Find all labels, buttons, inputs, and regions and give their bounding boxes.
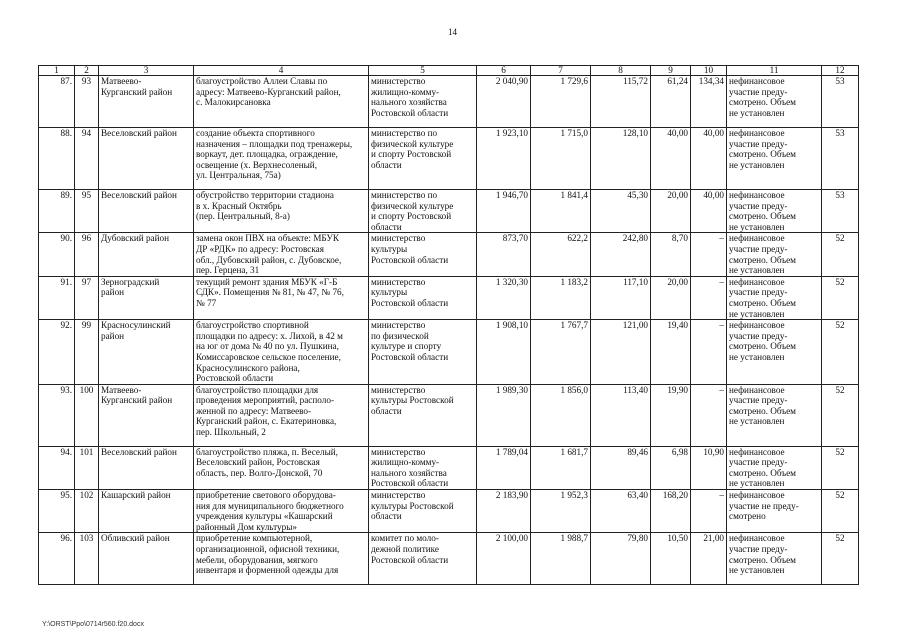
business-funds-cell: – xyxy=(691,384,727,446)
ministry-cell: комитет по моло- дежной политике Ростовской области xyxy=(369,533,477,585)
row-number-cell: 95. xyxy=(39,490,75,533)
footer-file-path: Y:\ORST\Ppo\0714r560.f20.docx xyxy=(42,621,144,628)
population-funds-cell: 61,24 xyxy=(651,76,691,128)
district-cell: Красносулинский район xyxy=(99,320,194,385)
header-cell: 4 xyxy=(194,66,369,76)
score-cell: 52 xyxy=(822,384,859,446)
non-financial-participation-cell: нефинансовое участие не преду- смотрено xyxy=(727,490,822,533)
project-number-cell: 95 xyxy=(75,190,99,233)
local-funds-cell: 63,40 xyxy=(591,490,651,533)
row-number-cell: 94. xyxy=(39,446,75,489)
population-funds-cell: 8,70 xyxy=(651,233,691,276)
regional-funds-cell: 1 988,7 xyxy=(531,533,591,585)
project-description-cell: обустройство территории стадиона в х. Красный Октябрь (пер. Центральный, 8-а) xyxy=(194,190,369,233)
district-cell: Обливский район xyxy=(99,533,194,585)
data-table xyxy=(38,65,859,585)
district-cell: Матвеево- Курганский район xyxy=(99,76,194,128)
header-cell: 5 xyxy=(369,66,477,76)
table-header-row xyxy=(39,66,859,76)
non-financial-participation-cell: нефинансовое участие преду- смотрено. Объем не установлен xyxy=(727,446,822,489)
district-cell: Зерноградский район xyxy=(99,276,194,319)
table-row xyxy=(39,276,859,319)
regional-funds-cell: 1 681,7 xyxy=(531,446,591,489)
business-funds-cell: 134,34 xyxy=(691,76,727,128)
project-number-cell: 103 xyxy=(75,533,99,585)
non-financial-participation-cell: нефинансовое участие преду- смотрено. Объем не установлен xyxy=(727,233,822,276)
district-cell: Дубовский район xyxy=(99,233,194,276)
regional-funds-cell: 1 952,3 xyxy=(531,490,591,533)
header-cell: 2 xyxy=(75,66,99,76)
business-funds-cell: 40,00 xyxy=(691,128,727,190)
row-number-cell: 96. xyxy=(39,533,75,585)
regional-funds-cell: 1 841,4 xyxy=(531,190,591,233)
ministry-cell: министерство культуры Ростовской области xyxy=(369,490,477,533)
row-number-cell: 87. xyxy=(39,76,75,128)
total-cost-cell: 1 923,10 xyxy=(477,128,531,190)
table-row xyxy=(39,190,859,233)
total-cost-cell: 1 946,70 xyxy=(477,190,531,233)
project-number-cell: 100 xyxy=(75,384,99,446)
table-row xyxy=(39,233,859,276)
score-cell: 53 xyxy=(822,76,859,128)
local-funds-cell: 89,46 xyxy=(591,446,651,489)
regional-funds-cell: 1 767,7 xyxy=(531,320,591,385)
district-cell: Веселовский район xyxy=(99,128,194,190)
row-number-cell: 92. xyxy=(39,320,75,385)
score-cell: 52 xyxy=(822,446,859,489)
project-number-cell: 94 xyxy=(75,128,99,190)
project-description-cell: приобретение компьютерной, организационной, офисной техники, мебели, оборудования, мягкого инвентаря и форменной одежды для xyxy=(194,533,369,585)
table-row xyxy=(39,384,859,446)
business-funds-cell: – xyxy=(691,233,727,276)
table-row xyxy=(39,490,859,533)
total-cost-cell: 1 789,04 xyxy=(477,446,531,489)
project-number-cell: 93 xyxy=(75,76,99,128)
business-funds-cell: – xyxy=(691,276,727,319)
row-number-cell: 90. xyxy=(39,233,75,276)
business-funds-cell: – xyxy=(691,490,727,533)
score-cell: 52 xyxy=(822,533,859,585)
non-financial-participation-cell: нефинансовое участие преду- смотрено. Объем не установлен xyxy=(727,190,822,233)
score-cell: 52 xyxy=(822,276,859,319)
ministry-cell: министерство культуры Ростовской области xyxy=(369,233,477,276)
total-cost-cell: 1 989,30 xyxy=(477,384,531,446)
row-number-cell: 91. xyxy=(39,276,75,319)
regional-funds-cell: 1 183,2 xyxy=(531,276,591,319)
non-financial-participation-cell: нефинансовое участие преду- смотрено. Объем не установлен xyxy=(727,533,822,585)
project-description-cell: благоустройство площадки для проведения мероприятий, располо- женной по адресу: Матвеево- Курганский район, с. Екатериновка, пер. Школьный, 2 xyxy=(194,384,369,446)
project-description-cell: благоустройство Аллеи Славы по адресу: Матвеево-Курганский район, с. Малокирсановка xyxy=(194,76,369,128)
local-funds-cell: 117,10 xyxy=(591,276,651,319)
regional-funds-cell: 1 715,0 xyxy=(531,128,591,190)
total-cost-cell: 2 040,90 xyxy=(477,76,531,128)
local-funds-cell: 128,10 xyxy=(591,128,651,190)
table-row xyxy=(39,128,859,190)
total-cost-cell: 2 100,00 xyxy=(477,533,531,585)
header-cell: 11 xyxy=(727,66,822,76)
non-financial-participation-cell: нефинансовое участие преду- смотрено. Объем не установлен xyxy=(727,76,822,128)
local-funds-cell: 113,40 xyxy=(591,384,651,446)
table-row xyxy=(39,76,859,128)
project-description-cell: замена окон ПВХ на объекте: МБУК ДР «РДК» по адресу: Ростовская обл., Дубовский район, с. Дубовское, пер. Герцена, 31 xyxy=(194,233,369,276)
local-funds-cell: 45,30 xyxy=(591,190,651,233)
project-description-cell: благоустройство пляжа, п. Веселый, Веселовский район, Ростовская область, пер. Волго-Донской, 70 xyxy=(194,446,369,489)
ministry-cell: министерство культуры Ростовской области xyxy=(369,276,477,319)
local-funds-cell: 121,00 xyxy=(591,320,651,385)
header-cell: 6 xyxy=(477,66,531,76)
project-number-cell: 97 xyxy=(75,276,99,319)
page-number: 14 xyxy=(448,27,457,37)
project-description-cell: приобретение светового оборудова- ния для муниципального бюджетного учреждения культуры «Кашарский районный Дом культуры» xyxy=(194,490,369,533)
population-funds-cell: 10,50 xyxy=(651,533,691,585)
business-funds-cell: 40,00 xyxy=(691,190,727,233)
table-row xyxy=(39,320,859,385)
project-number-cell: 96 xyxy=(75,233,99,276)
district-cell: Веселовский район xyxy=(99,446,194,489)
population-funds-cell: 19,40 xyxy=(651,320,691,385)
header-cell: 7 xyxy=(531,66,591,76)
regional-funds-cell: 1 856,0 xyxy=(531,384,591,446)
header-cell: 12 xyxy=(822,66,859,76)
header-cell: 1 xyxy=(39,66,75,76)
local-funds-cell: 242,80 xyxy=(591,233,651,276)
project-description-cell: благоустройство спортивной площадки по адресу: х. Лихой, в 42 м на юг от дома № 40 по ул. Пушкина, Комиссаровское сельское поселение, Красносулинского района, Ростовской области xyxy=(194,320,369,385)
score-cell: 53 xyxy=(822,190,859,233)
district-cell: Веселовский район xyxy=(99,190,194,233)
total-cost-cell: 2 183,90 xyxy=(477,490,531,533)
population-funds-cell: 40,00 xyxy=(651,128,691,190)
population-funds-cell: 20,00 xyxy=(651,276,691,319)
score-cell: 52 xyxy=(822,320,859,385)
regional-funds-cell: 1 729,6 xyxy=(531,76,591,128)
score-cell: 53 xyxy=(822,128,859,190)
non-financial-participation-cell: нефинансовое участие преду- смотрено. Объем не установлен xyxy=(727,128,822,190)
non-financial-participation-cell: нефинансовое участие преду- смотрено. Объем не установлен xyxy=(727,276,822,319)
total-cost-cell: 1 320,30 xyxy=(477,276,531,319)
row-number-cell: 89. xyxy=(39,190,75,233)
population-funds-cell: 19,90 xyxy=(651,384,691,446)
table-row xyxy=(39,533,859,585)
population-funds-cell: 168,20 xyxy=(651,490,691,533)
ministry-cell: министерство жилищно-комму- нального хозяйства Ростовской области xyxy=(369,446,477,489)
ministry-cell: министерство жилищно-комму- нального хозяйства Ростовской области xyxy=(369,76,477,128)
project-description-cell: текущий ремонт здания МБУК «Г-Б СДК». Помещения № 81, № 47, № 76, № 77 xyxy=(194,276,369,319)
header-cell: 8 xyxy=(591,66,651,76)
row-number-cell: 88. xyxy=(39,128,75,190)
row-number-cell: 93. xyxy=(39,384,75,446)
ministry-cell: министерство по физической культуре и спорту Ростовской области xyxy=(369,320,477,385)
business-funds-cell: – xyxy=(691,320,727,385)
total-cost-cell: 873,70 xyxy=(477,233,531,276)
score-cell: 52 xyxy=(822,490,859,533)
project-number-cell: 102 xyxy=(75,490,99,533)
non-financial-participation-cell: нефинансовое участие преду- смотрено. Объем не установлен xyxy=(727,320,822,385)
ministry-cell: министерство по физической культуре и спорту Ростовской области xyxy=(369,128,477,190)
ministry-cell: министерство по физической культуре и спорту Ростовской области xyxy=(369,190,477,233)
non-financial-participation-cell: нефинансовое участие преду- смотрено. Объем не установлен xyxy=(727,384,822,446)
business-funds-cell: 21,00 xyxy=(691,533,727,585)
table-row xyxy=(39,446,859,489)
header-cell: 9 xyxy=(651,66,691,76)
header-cell: 3 xyxy=(99,66,194,76)
project-number-cell: 101 xyxy=(75,446,99,489)
local-funds-cell: 79,80 xyxy=(591,533,651,585)
population-funds-cell: 20,00 xyxy=(651,190,691,233)
population-funds-cell: 6,98 xyxy=(651,446,691,489)
ministry-cell: министерство культуры Ростовской области xyxy=(369,384,477,446)
district-cell: Кашарский район xyxy=(99,490,194,533)
project-number-cell: 99 xyxy=(75,320,99,385)
business-funds-cell: 10,90 xyxy=(691,446,727,489)
score-cell: 52 xyxy=(822,233,859,276)
regional-funds-cell: 622,2 xyxy=(531,233,591,276)
local-funds-cell: 115,72 xyxy=(591,76,651,128)
total-cost-cell: 1 908,10 xyxy=(477,320,531,385)
district-cell: Матвеево- Курганский район xyxy=(99,384,194,446)
project-description-cell: создание объекта спортивного назначения – площадки под тренажеры, воркаут, дет. площадка, ограждение, освещение (х. Верхнесоленый, ул. Центральная, 75а) xyxy=(194,128,369,190)
header-cell: 10 xyxy=(691,66,727,76)
